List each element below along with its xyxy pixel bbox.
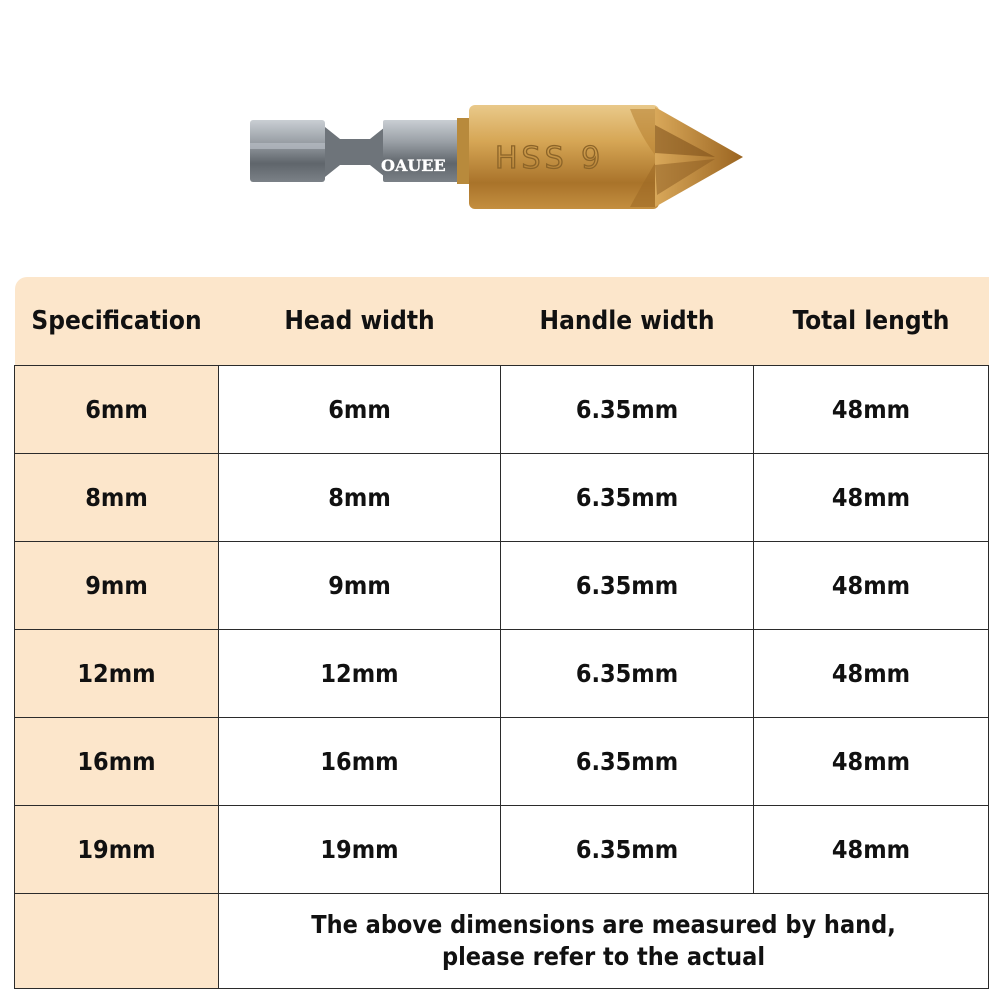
cell-specification: 6mm	[15, 366, 219, 454]
table-row	[15, 541, 989, 629]
header-specification: Specification	[15, 277, 219, 366]
hss-engraving: HSS 9	[495, 141, 605, 176]
brand-logo: OAUEE	[381, 156, 446, 175]
measurement-note-cell	[219, 893, 989, 988]
cell-handle-width: 6.35mm	[501, 453, 754, 541]
spec-table	[14, 277, 989, 989]
cell-specification: 19mm	[15, 805, 219, 893]
note-row	[15, 893, 989, 988]
cell-specification: 12mm	[15, 629, 219, 717]
cell-handle-width: 6.35mm	[501, 629, 754, 717]
cell-total-length: 48mm	[754, 629, 989, 717]
table-row	[15, 629, 989, 717]
note-blank-cell	[15, 893, 219, 988]
cell-total-length: 48mm	[754, 805, 989, 893]
shank-groove	[325, 127, 385, 177]
table-header-row	[15, 277, 989, 366]
cell-handle-width: 6.35mm	[501, 366, 754, 454]
measurement-note: The above dimensions are measured by hand, please refer to the actual	[311, 909, 896, 971]
table-row	[15, 453, 989, 541]
cell-head-width: 16mm	[219, 717, 501, 805]
cell-handle-width: 6.35mm	[501, 541, 754, 629]
cell-specification: 16mm	[15, 717, 219, 805]
cone-tip	[655, 107, 743, 207]
cell-total-length: 48mm	[754, 717, 989, 805]
header-total-length: Total length	[754, 277, 989, 366]
table-row	[15, 366, 989, 454]
cell-total-length: 48mm	[754, 366, 989, 454]
header-head-width: Head width	[219, 277, 501, 366]
cell-total-length: 48mm	[754, 453, 989, 541]
cell-total-length: 48mm	[754, 541, 989, 629]
cell-specification: 8mm	[15, 453, 219, 541]
countersink-drill-bit-image	[245, 95, 755, 225]
cell-head-width: 8mm	[219, 453, 501, 541]
table-row	[15, 717, 989, 805]
cell-head-width: 19mm	[219, 805, 501, 893]
cell-head-width: 6mm	[219, 366, 501, 454]
header-handle-width: Handle width	[501, 277, 754, 366]
cell-head-width: 9mm	[219, 541, 501, 629]
cell-handle-width: 6.35mm	[501, 717, 754, 805]
cell-specification: 9mm	[15, 541, 219, 629]
cell-handle-width: 6.35mm	[501, 805, 754, 893]
hex-shank	[250, 120, 325, 182]
drill-bit-illustration	[245, 95, 755, 225]
table-row	[15, 805, 989, 893]
cell-head-width: 12mm	[219, 629, 501, 717]
